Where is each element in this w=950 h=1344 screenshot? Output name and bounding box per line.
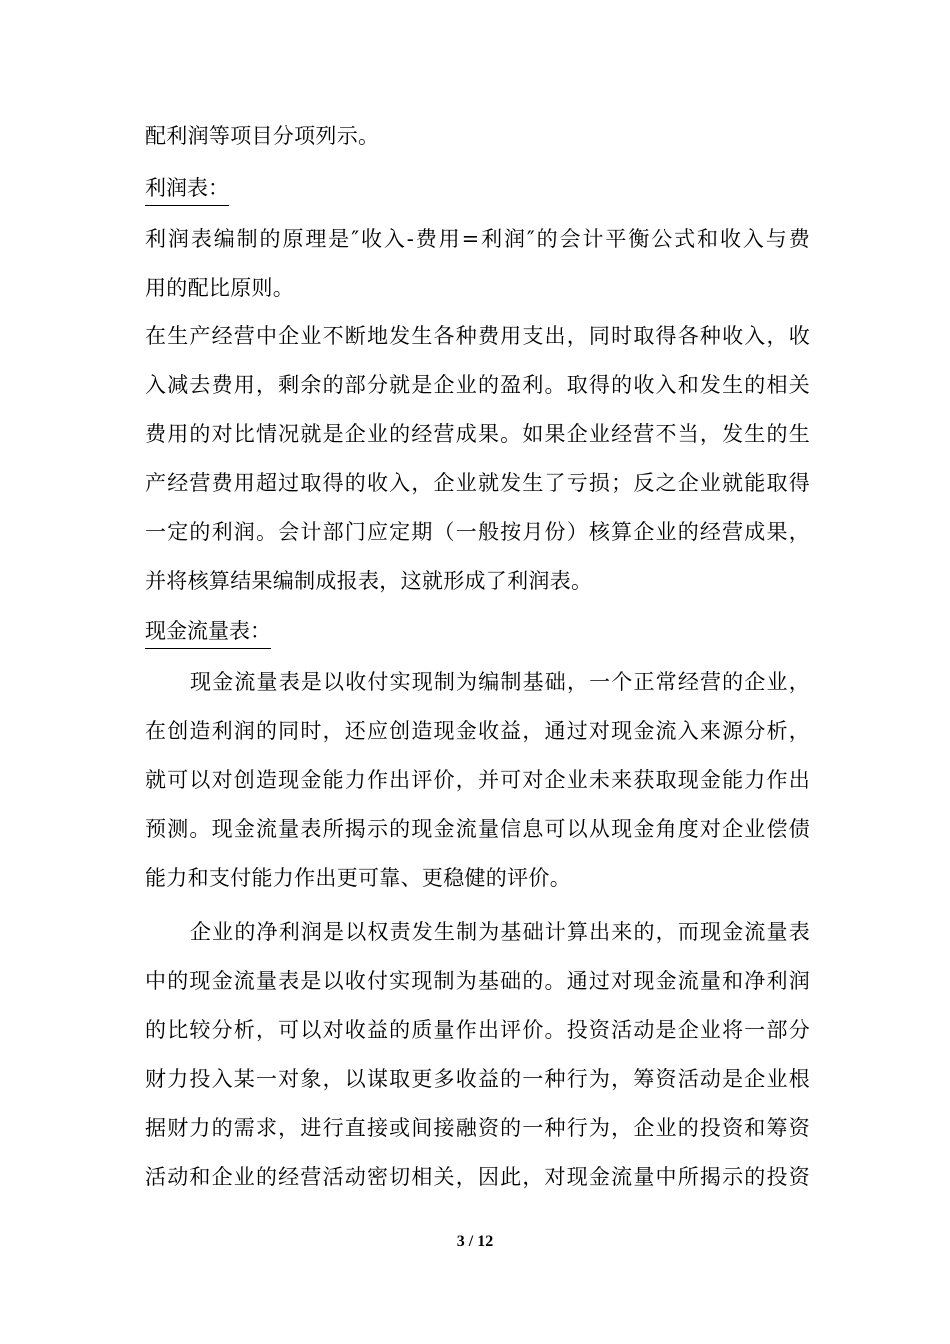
paragraph-line: 一定的利润。会计部门应定期（一般按月份）核算企业的经营成果，: [145, 520, 810, 544]
paragraph-line: 费用的对比情况就是企业的经营成果。如果企业经营不当，发生的生: [145, 422, 810, 446]
paragraph-line: 的比较分析，可以对收益的质量作出评价。投资活动是企业将一部分: [145, 1018, 810, 1042]
paragraph-line: 利润表编制的原理是″收入-费用=利润″的会计平衡公式和收入与费: [145, 227, 810, 251]
page-number: 3 / 12: [456, 1233, 494, 1250]
paragraph-line: 用的配比原则。: [145, 276, 295, 300]
paragraph-line: 中的现金流量表是以收付实现制为基础的。通过对现金流量和净利润: [145, 969, 810, 993]
paragraph-line: 能力和支付能力作出更可靠、更稳健的评价。: [145, 866, 571, 890]
paragraph-line: 现金流量表是以收付实现制为编制基础，一个正常经营的企业，: [190, 670, 810, 694]
paragraph-line: 就可以对创造现金能力作出评价，并可对企业未来获取现金能力作出: [145, 768, 810, 792]
paragraph-line: 并将核算结果编制成报表，这就形成了利润表。: [145, 569, 593, 593]
paragraph-line: 在生产经营中企业不断地发生各种费用支出，同时取得各种收入，收: [145, 324, 810, 348]
section-heading-income-statement: 利润表：: [145, 174, 229, 206]
paragraph-line: 入减去费用，剩余的部分就是企业的盈利。取得的收入和发生的相关: [145, 373, 810, 397]
paragraph-line: 活动和企业的经营活动密切相关，因此，对现金流量中所揭示的投资: [145, 1165, 810, 1189]
paragraph-line: 在创造利润的同时，还应创造现金收益，通过对现金流入来源分析，: [145, 719, 810, 743]
paragraph-line: 配利润等项目分项列示。: [145, 124, 380, 148]
paragraph-line: 预测。现金流量表所揭示的现金流量信息可以从现金角度对企业偿债: [145, 817, 810, 841]
section-heading-cash-flow-statement: 现金流量表：: [145, 617, 271, 649]
paragraph-line: 据财力的需求，进行直接或间接融资的一种行为，企业的投资和筹资: [145, 1116, 810, 1140]
paragraph-line: 产经营费用超过取得的收入，企业就发生了亏损；反之企业就能取得: [145, 471, 810, 495]
paragraph-line: 企业的净利润是以权责发生制为基础计算出来的，而现金流量表: [190, 920, 810, 944]
paragraph-line: 财力投入某一对象，以谋取更多收益的一种行为，筹资活动是企业根: [145, 1067, 810, 1091]
